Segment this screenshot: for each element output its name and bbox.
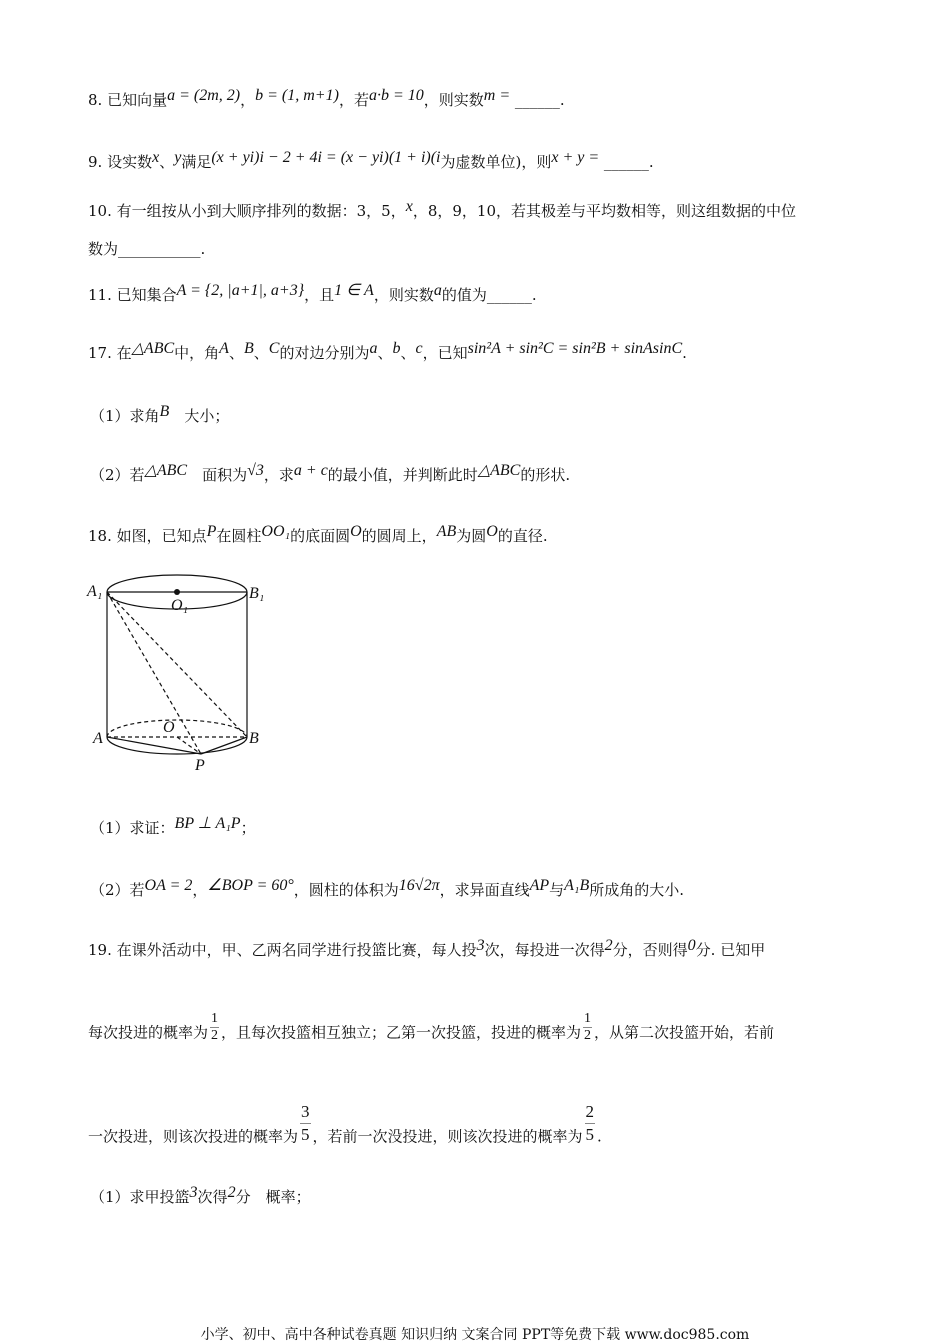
text: 次得 [197, 1188, 228, 1206]
math: AP [529, 877, 550, 894]
denominator: 2 [211, 1028, 219, 1043]
math: P [206, 523, 217, 540]
math: m = [483, 87, 511, 104]
math: (x + yi)i − 2 + 4i = (x − yi)(1 + i)(i [211, 149, 441, 166]
ap-line [107, 737, 201, 754]
math: B [159, 403, 170, 420]
math: c [415, 340, 423, 357]
text: （1）求甲投篮 [90, 1188, 190, 1206]
math: a = (2m, 2) [167, 87, 241, 104]
text: 分. 已知甲 [695, 941, 766, 959]
question-17-part-1 [90, 403, 230, 427]
text: （2）若 [90, 466, 145, 484]
math: 16√2π [398, 877, 440, 894]
math: 1 ∈ A [334, 282, 374, 299]
math: A [219, 340, 229, 357]
math: b [392, 340, 401, 357]
text: ，8，9，10，若其极差与平均数相等，则这组数据的中位 [412, 202, 797, 220]
text: 、 [377, 344, 393, 362]
text: . [682, 344, 687, 362]
page-footer: 小学、初中、高中各种试卷真题 知识归纳 文案合同 PPT等免费下载 www.doc985.com [200, 1327, 750, 1343]
text: 次，每投进一次得 [484, 941, 605, 959]
text: 分 概率； [235, 1188, 311, 1206]
text: 、 [400, 344, 416, 362]
math: OO₁ [261, 523, 291, 540]
question-18-part-1 [90, 815, 256, 839]
label-p: P [195, 757, 205, 774]
text: 为虚数单位)，则 [440, 153, 552, 171]
o1-point [174, 589, 180, 595]
text: 的形状. [520, 466, 571, 484]
question-19-line-2 [88, 1011, 775, 1050]
question-18-part-2 [90, 877, 685, 901]
text: ，且 [304, 286, 335, 304]
text: 18. 如图，已知点 [88, 527, 207, 545]
math: a [369, 340, 378, 357]
text: （2）若 [90, 881, 145, 899]
math: B [243, 340, 254, 357]
text: 的对边分别为 [279, 344, 370, 362]
question-17-part-2 [90, 462, 571, 486]
answer-blank: ______. [510, 91, 565, 109]
denominator: 5 [301, 1125, 310, 1144]
math: a + c [293, 462, 328, 479]
label-o: O [163, 719, 175, 736]
text: ， [192, 881, 208, 899]
text: 所成角的大小. [589, 881, 685, 899]
math: C [268, 340, 280, 357]
math: 3 [476, 937, 485, 954]
text: 10. 有一组按从小到大顺序排列的数据：3，5， [88, 202, 406, 220]
question-10 [88, 198, 797, 222]
text: ， [240, 91, 256, 109]
question-11 [88, 282, 537, 306]
label-o1: O₁ [171, 597, 189, 614]
text: 与 [549, 881, 565, 899]
text: 11. 已知集合 [88, 286, 177, 304]
bp-line [201, 737, 247, 754]
text: ，则实数 [423, 91, 484, 109]
math: △ABC [144, 462, 188, 479]
question-10-cont: 数为___________. [88, 240, 206, 258]
text: ，圆柱的体积为 [293, 881, 399, 899]
label-a1: A₁ [87, 583, 103, 600]
question-19-part-1 [90, 1184, 311, 1208]
text: 为圆 [456, 527, 487, 545]
bottom-front-arc [107, 737, 247, 754]
text: 分，否则得 [612, 941, 688, 959]
question-17 [88, 340, 687, 364]
text: 、 [253, 344, 269, 362]
a1p-line [107, 592, 201, 754]
text: 的圆周上， [361, 527, 437, 545]
text: ，若前一次没投进，则该次投进的概率为 [312, 1127, 583, 1146]
text: 的值为______. [441, 286, 537, 304]
label-b1: B₁ [249, 585, 265, 602]
text: ，已知 [422, 344, 468, 362]
text: ； [240, 819, 256, 837]
text: 的最小值，并判断此时 [327, 466, 478, 484]
text: （1）求证： [90, 819, 175, 837]
fraction [583, 1011, 592, 1044]
fraction [210, 1011, 219, 1044]
numerator: 1 [211, 1011, 219, 1026]
text: 满足 [181, 153, 212, 171]
denominator: 2 [584, 1028, 592, 1043]
text: 19. 在课外活动中，甲、乙两名同学进行投篮比赛，每人投 [88, 941, 477, 959]
math: A₁B [564, 877, 590, 894]
text: . [597, 1127, 602, 1146]
math: x + y = [551, 149, 600, 166]
math: 0 [687, 937, 696, 954]
numerator: 1 [584, 1011, 592, 1026]
question-9 [88, 149, 654, 173]
text: 9. 设实数 [88, 153, 153, 171]
math: O [486, 523, 498, 540]
math: △ABC [131, 340, 175, 357]
cylinder-figure [85, 570, 275, 780]
math: △ABC [477, 462, 521, 479]
text: ，若 [338, 91, 369, 109]
text: 、 [228, 344, 244, 362]
label-b: B [249, 730, 259, 747]
math: a·b = 10 [368, 87, 424, 104]
text: 的底面圆 [290, 527, 351, 545]
text: ，且每次投篮相互独立；乙第一次投篮，投进的概率为 [221, 1023, 582, 1042]
text: 在圆柱 [216, 527, 262, 545]
numerator: 2 [585, 1101, 596, 1124]
fraction [300, 1101, 311, 1146]
question-8 [88, 87, 565, 111]
math: O [350, 523, 362, 540]
text: 17. 在 [88, 344, 132, 362]
math: OA = 2 [144, 877, 193, 894]
text: 面积为 [187, 466, 248, 484]
text: 中，角 [174, 344, 220, 362]
text: 的直径. [497, 527, 548, 545]
math: BP ⊥ A₁P [174, 815, 241, 832]
math: b = (1, m+1) [255, 87, 339, 104]
label-a: A [93, 730, 103, 747]
text: ，求异面直线 [439, 881, 530, 899]
numerator: 3 [300, 1101, 311, 1124]
bottom-back-arc [107, 720, 247, 737]
math: y [174, 149, 182, 166]
math: √3 [247, 462, 264, 479]
text: ，从第二次投篮开始，若前 [594, 1023, 775, 1042]
fraction [585, 1101, 596, 1146]
math: 2 [227, 1184, 236, 1201]
text: 大小； [169, 407, 230, 425]
text: （1）求角 [90, 407, 160, 425]
math: x [405, 198, 413, 215]
question-19-line-3 [88, 1102, 602, 1160]
math: A = {2, |a+1|, a+3} [176, 282, 305, 299]
math: 2 [604, 937, 613, 954]
math: 3 [189, 1184, 198, 1201]
text: 一次投进，则该次投进的概率为 [88, 1127, 299, 1146]
question-19-line-1 [88, 937, 766, 961]
math: sin²A + sin²C = sin²B + sinAsinC [467, 340, 683, 357]
text: 每次投进的概率为 [88, 1023, 209, 1042]
denominator: 5 [585, 1125, 595, 1144]
text: 8. 已知向量 [88, 91, 168, 109]
text: ，则实数 [373, 286, 434, 304]
text: ，求 [263, 466, 294, 484]
math: a [433, 282, 442, 299]
math: ∠BOP = 60° [207, 877, 294, 894]
question-18 [88, 523, 548, 547]
text: 、 [159, 153, 175, 171]
math: AB [436, 523, 457, 540]
math: x [152, 149, 160, 166]
answer-blank: ______. [599, 153, 654, 171]
